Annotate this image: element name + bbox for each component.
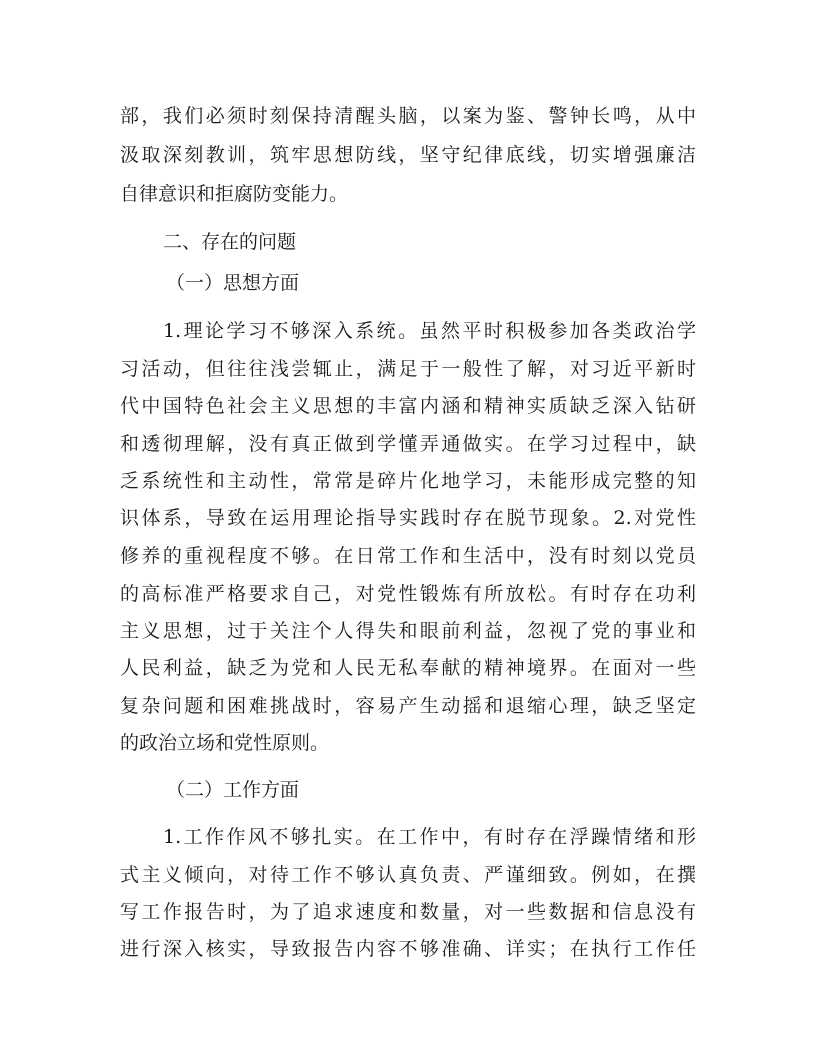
body-text-line: 自律意识和拒腐防变能力。 [120,183,349,205]
body-text-line: 部，我们必须时刻保持清醒头脑，以案为鉴、警钟长鸣，从中 [120,105,696,127]
body-text-line: 写工作报告时，为了追求速度和数量，对一些数据和信息没有 [120,901,696,923]
subsection-heading: （二）工作方面 [166,779,300,801]
body-text-line: 式主义倾向，对待工作不够认真负责、严谨细致。例如，在撰 [120,864,696,886]
body-text-line: 主义思想，过于关注个人得失和眼前利益，忽视了党的事业和 [120,620,696,642]
body-text-line: 乏系统性和主动性，常常是碎片化地学习，未能形成完整的知 [120,470,696,492]
body-text-line: 修养的重视程度不够。在日常工作和生活中，没有时刻以党员 [120,545,696,567]
section-heading: 二、存在的问题 [163,231,297,253]
body-text-line: 1.工作作风不够扎实。在工作中，有时存在浮躁情绪和形 [163,826,696,848]
body-text-line: 的高标准严格要求自己，对党性锻炼有所放松。有时存在功利 [120,583,696,605]
body-text-line: 识体系，导致在运用理论指导实践时存在脱节现象。2.对党性 [120,507,696,529]
body-text-line: 代中国特色社会主义思想的丰富内涵和精神实质缺乏深入钻研 [120,395,696,417]
subsection-heading: （一）思想方面 [166,272,300,294]
body-text-line: 复杂问题和困难挑战时，容易产生动摇和退缩心理，缺乏坚定 [120,695,696,717]
body-text-line: 和透彻理解，没有真正做到学懂弄通做实。在学习过程中，缺 [120,433,696,455]
body-text-line: 1.理论学习不够深入系统。虽然平时积极参加各类政治学 [163,320,696,342]
body-text-line: 习活动，但往往浅尝辄止，满足于一般性了解，对习近平新时 [120,358,696,380]
body-text-line: 人民利益，缺乏为党和人民无私奉献的精神境界。在面对一些 [120,657,696,679]
body-text-line: 的政治立场和党性原则。 [120,732,330,754]
body-text-line: 汲取深刻教训，筑牢思想防线，坚守纪律底线，切实增强廉洁 [120,144,696,166]
body-text-line: 进行深入核实，导致报告内容不够准确、详实；在执行工作任 [120,938,696,960]
